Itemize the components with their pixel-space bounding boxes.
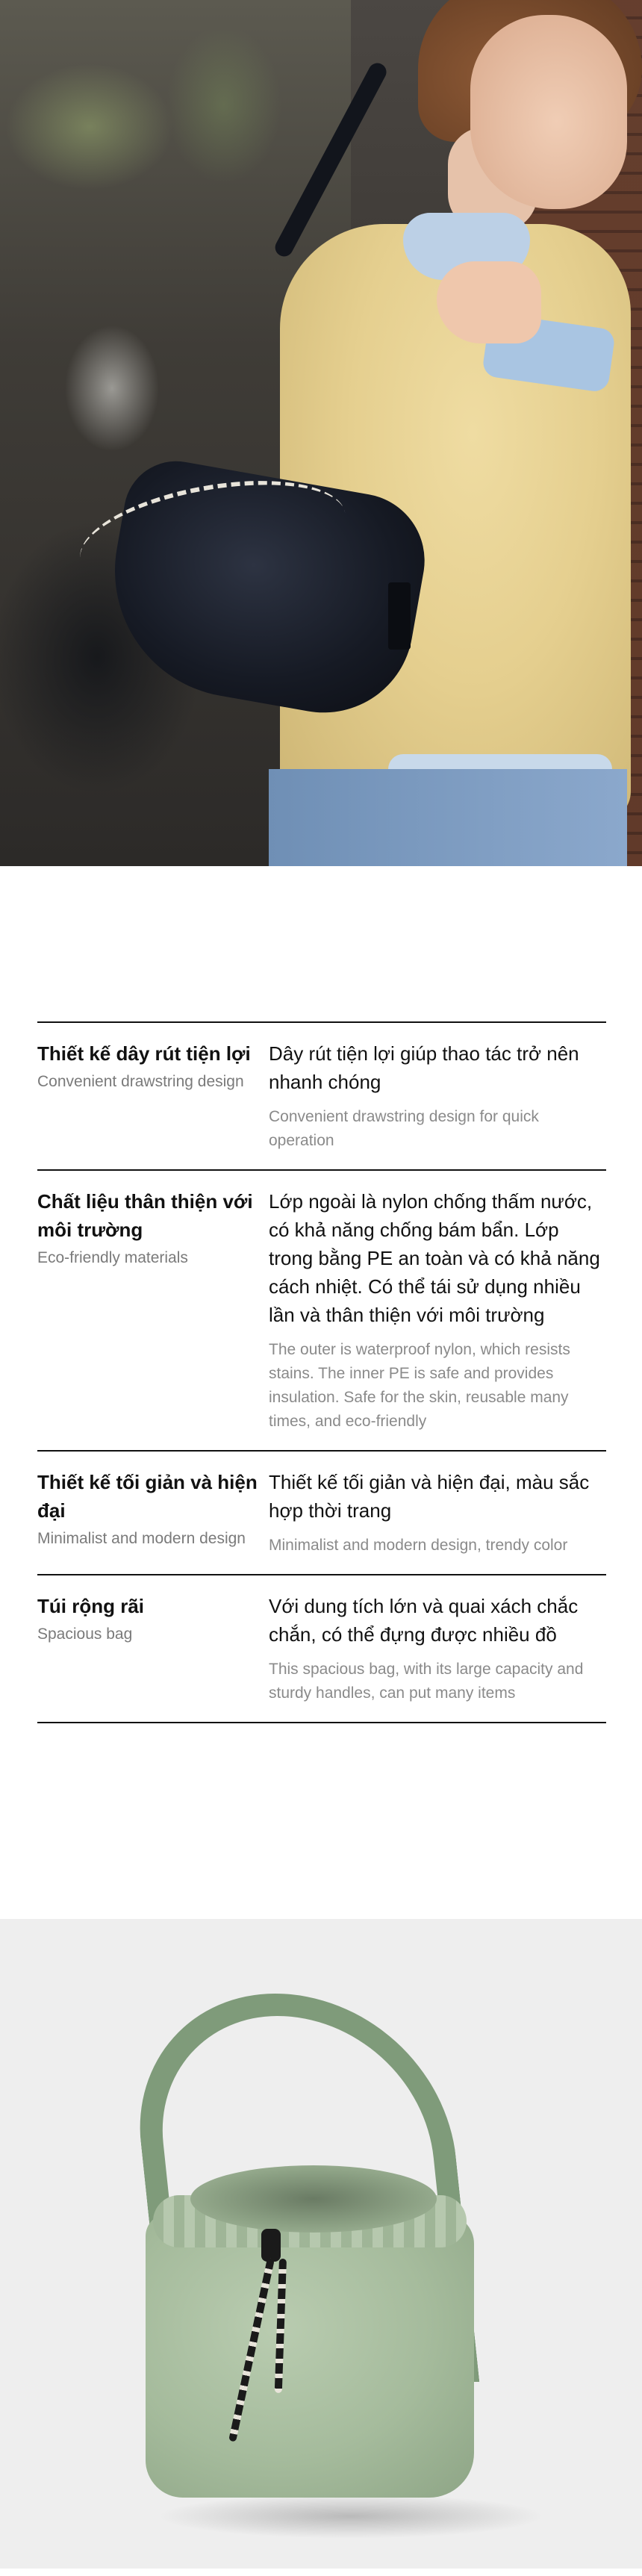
feature-title-cell	[37, 1592, 269, 1705]
feature-desc-cell	[269, 1592, 606, 1705]
bag-label	[388, 582, 411, 650]
hero-photo	[0, 0, 642, 866]
green-bag-body	[146, 2214, 474, 2498]
feature-title-en: Minimalist and modern design	[37, 1530, 246, 1547]
feature-desc-vi: Dây rút tiện lợi giúp thao tác trở nên nhanh chóng	[269, 1042, 579, 1093]
product-photo	[0, 1919, 642, 2569]
feature-row-materials	[37, 1171, 606, 1452]
feature-title-cell	[37, 1039, 269, 1153]
feature-desc-vi: Với dung tích lớn và quai xách chắc chắn, có thể đựng được nhiều đồ	[269, 1595, 579, 1646]
product-shadow	[157, 2494, 545, 2539]
feature-row-minimalist	[37, 1452, 606, 1575]
cord-toggle	[261, 2229, 281, 2262]
feature-desc-en: Convenient drawstring design for quick operation	[269, 1108, 539, 1149]
feature-title-vi: Túi rộng rãi	[37, 1595, 144, 1617]
feature-desc-en: This spacious bag, with its large capacity and sturdy handles, can put many items	[269, 1661, 584, 1702]
feature-desc-cell	[269, 1039, 606, 1153]
feature-title-cell	[37, 1468, 269, 1558]
feature-desc-vi: Lớp ngoài là nylon chống thấm nước, có khả năng chống bám bẩn. Lớp trong bằng PE an toàn và có khả năng cách nhiệt. Có thể tái sử dụng nhiều lần và thân thiện với môi trường	[269, 1190, 600, 1326]
feature-title-cell	[37, 1187, 269, 1434]
feature-desc-en: The outer is waterproof nylon, which resists stains. The inner PE is safe and provides insulation. Safe for the skin, reusable many times, and eco-friendly	[269, 1341, 570, 1430]
feature-title-vi: Chất liệu thân thiện với môi trường	[37, 1190, 253, 1241]
feature-row-drawstring	[37, 1023, 606, 1171]
feature-title-en: Spacious bag	[37, 1625, 133, 1643]
feature-table	[37, 1021, 606, 1723]
feature-row-spacious	[37, 1575, 606, 1723]
bag-opening	[190, 2165, 437, 2233]
feature-desc-cell	[269, 1187, 606, 1434]
model-hand	[437, 261, 541, 343]
feature-title-en: Convenient drawstring design	[37, 1073, 244, 1090]
feature-desc-cell	[269, 1468, 606, 1558]
model-jeans	[269, 769, 627, 866]
feature-title-vi: Thiết kế dây rút tiện lợi	[37, 1042, 251, 1065]
feature-title-en: Eco-friendly materials	[37, 1249, 188, 1266]
feature-desc-vi: Thiết kế tối giản và hiện đại, màu sắc hợp thời trang	[269, 1471, 590, 1522]
feature-desc-en: Minimalist and modern design, trendy color	[269, 1537, 568, 1554]
model-face	[470, 15, 627, 209]
feature-title-vi: Thiết kế tối giản và hiện đại	[37, 1471, 258, 1522]
